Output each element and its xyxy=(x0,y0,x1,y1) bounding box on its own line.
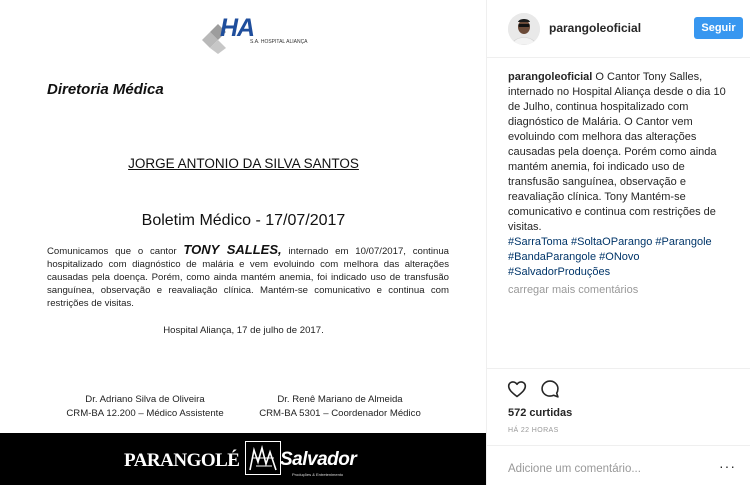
hospital-logo xyxy=(200,14,310,54)
likes-count[interactable]: 572 curtidas xyxy=(508,407,573,419)
avatar-person-icon xyxy=(508,13,540,45)
hospital-logo-letters: HA xyxy=(220,14,255,42)
hospital-logo-caption: S.A. HOSPITAL ALIANÇA xyxy=(250,39,308,45)
signature-block xyxy=(240,393,440,421)
signature-role: CRM-BA 5301 – Coordenador Médico xyxy=(259,408,421,419)
hashtag-link[interactable]: #BandaParangole xyxy=(508,251,597,263)
document-department: Diretoria Médica xyxy=(47,81,164,98)
salvador-mark-icon xyxy=(245,441,281,475)
post-header xyxy=(487,0,750,58)
load-more-comments-link[interactable]: carregar mais comentários xyxy=(508,284,639,296)
ellipsis-icon[interactable]: ··· xyxy=(719,458,736,474)
comment-input[interactable] xyxy=(508,460,713,478)
hashtag-link[interactable]: #SarraToma xyxy=(508,236,568,248)
comment-box xyxy=(487,445,750,485)
signature-name: Dr. Adriano Silva de Oliveira xyxy=(85,394,205,405)
post-timestamp[interactable]: HÁ 22 HORAS xyxy=(508,427,559,434)
post-caption xyxy=(508,70,738,280)
hashtag-link[interactable]: #ONovo xyxy=(599,251,640,263)
signature-role: CRM-BA 12.200 – Médico Assistente xyxy=(66,408,224,419)
sponsor-banner xyxy=(0,433,487,485)
hashtag-link[interactable]: #SalvadorProduções xyxy=(508,266,611,278)
signature-name: Dr. Renê Mariano de Almeida xyxy=(277,394,403,405)
follow-button[interactable]: Seguir xyxy=(694,17,743,39)
patient-name-text: JORGE ANTONIO DA SILVA SANTOS xyxy=(128,156,359,171)
caption-username-link[interactable]: parangoleoficial xyxy=(508,71,593,83)
avatar[interactable] xyxy=(508,13,540,45)
hashtag-link[interactable]: #Parangole xyxy=(655,236,712,248)
signature-block xyxy=(50,393,240,421)
document-body-highlight: TONY SALLES, xyxy=(183,242,282,257)
document-body-intro: Comunicamos que o cantor xyxy=(47,246,184,257)
caption-text: O Cantor Tony Salles, internado no Hospital Aliança desde o dia 10 de Julho, continua hospitalizado com diagnóstico de Malária. O Cantor vem evoluindo com melhora das alterações causadas pela doença. Porém como ainda mantém anemia, foi indicado uso de transfusão sanguínea, observação e reavaliação clínica. Tony Mantém-se comunicativo e continua com restrições de visitas. xyxy=(508,71,726,233)
salvador-logo: Salvador xyxy=(280,449,357,470)
document-title: Boletim Médico - 17/07/2017 xyxy=(141,212,346,229)
salvador-tagline: Produções & Entretenimento xyxy=(292,472,344,477)
parangole-logo: PARANGOLÉ xyxy=(124,450,240,471)
post-side-panel xyxy=(487,0,750,485)
post-actions xyxy=(487,368,750,485)
document-place-date: Hospital Aliança, 17 de julho de 2017. xyxy=(163,325,324,336)
document-body-rest: internado em 10/07/2017, continua hospitalizado com diagnóstico de malária e vem evoluindo com melhora das alterações causadas pela doença. Porém, como ainda mantém anemia, foi indicado uso de transfusão sanguínea, observação e reavaliação clínica. Mantém-se comunicativo e continua com restrições de visitas. xyxy=(47,246,449,309)
document-body xyxy=(47,243,449,310)
comment-bubble-icon[interactable] xyxy=(540,379,560,399)
hashtag-link[interactable]: #SoltaOParango xyxy=(570,236,653,248)
heart-icon[interactable] xyxy=(507,379,527,399)
document-patient-name xyxy=(0,156,487,171)
header-username-link[interactable]: parangoleoficial xyxy=(549,21,642,35)
